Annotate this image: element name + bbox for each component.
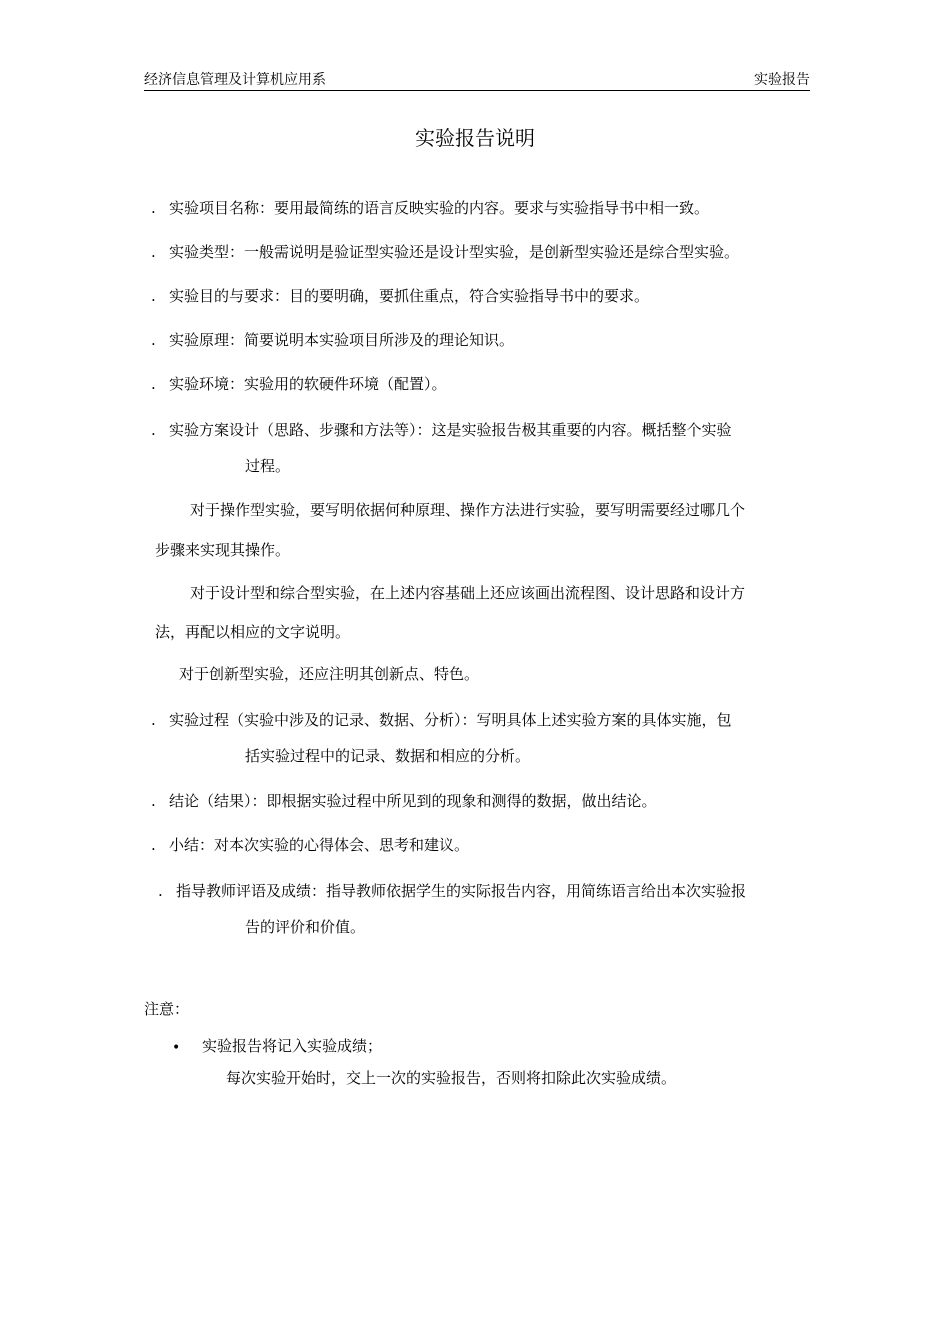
paragraph-line: 法，再配以相应的文字说明。: [155, 623, 351, 641]
paragraph-line: 步骤来实现其操作。: [155, 541, 291, 559]
list-bullet: .: [151, 243, 156, 261]
list-item-continuation: 过程。: [245, 457, 291, 475]
list-bullet: .: [151, 836, 156, 854]
list-item-text: 实验类型：一般需说明是验证型实验还是设计型实验，是创新型实验还是综合型实验。: [169, 243, 740, 261]
page-header: [144, 70, 810, 91]
list-item: [151, 834, 811, 856]
list-bullet: .: [151, 287, 156, 305]
paragraph-line: 对于操作型实验，要写明依据何种原理、操作方法进行实验，要写明需要经过哪几个: [190, 501, 746, 519]
list-item-continuation: 括实验过程中的记录、数据和相应的分析。: [245, 747, 531, 765]
list-bullet: .: [151, 375, 156, 393]
list-item: [151, 373, 811, 395]
header-department: 经济信息管理及计算机应用系: [144, 72, 326, 88]
list-item: [151, 329, 811, 351]
list-bullet: .: [151, 421, 156, 439]
list-bullet: .: [151, 199, 156, 217]
note-line: 实验报告将记入实验成绩；: [202, 1037, 383, 1055]
list-bullet: .: [151, 331, 156, 349]
list-item: [151, 241, 811, 263]
list-item: [151, 419, 811, 441]
list-bullet: .: [158, 882, 163, 900]
header-report-label: 实验报告: [754, 72, 810, 88]
list-item: [158, 880, 818, 902]
list-item-text: 实验方案设计（思路、步骤和方法等）：这是实验报告极其重要的内容。概括整个实验: [169, 421, 732, 439]
list-item-text: 指导教师评语及成绩：指导教师依据学生的实际报告内容，用简练语言给出本次实验报: [176, 882, 747, 900]
list-bullet: .: [151, 711, 156, 729]
list-item-text: 实验环境：实验用的软硬件环境（配置）。: [169, 375, 447, 393]
paragraph-line: 对于设计型和综合型实验，在上述内容基础上还应该画出流程图、设计思路和设计方: [190, 584, 746, 602]
list-item-text: 小结：对本次实验的心得体会、思考和建议。: [169, 836, 470, 854]
list-item-text: 实验原理：简要说明本实验项目所涉及的理论知识。: [169, 331, 515, 349]
list-item-text: 结论（结果）：即根据实验过程中所见到的现象和测得的数据，做出结论。: [169, 792, 657, 810]
list-item: [151, 285, 811, 307]
note-line: 每次实验开始时，交上一次的实验报告，否则将扣除此次实验成绩。: [226, 1069, 677, 1087]
page-title: 实验报告说明: [415, 126, 535, 150]
list-item: [151, 790, 811, 812]
note-bullet: •: [172, 1040, 181, 1056]
list-item: [151, 197, 811, 219]
list-item: [151, 709, 811, 731]
paragraph-line: 对于创新型实验，还应注明其创新点、特色。: [179, 665, 480, 683]
note-label: 注意：: [144, 1000, 190, 1018]
list-bullet: .: [151, 792, 156, 810]
list-item-text: 实验目的与要求：目的要明确，要抓住重点，符合实验指导书中的要求。: [169, 287, 650, 305]
list-item-text: 实验项目名称：要用最简练的语言反映实验的内容。要求与实验指导书中相一致。: [169, 199, 710, 217]
list-item-continuation: 告的评价和价值。: [245, 918, 366, 936]
list-item-text: 实验过程（实验中涉及的记录、数据、分析）：写明具体上述实验方案的具体实施，包: [169, 711, 732, 729]
